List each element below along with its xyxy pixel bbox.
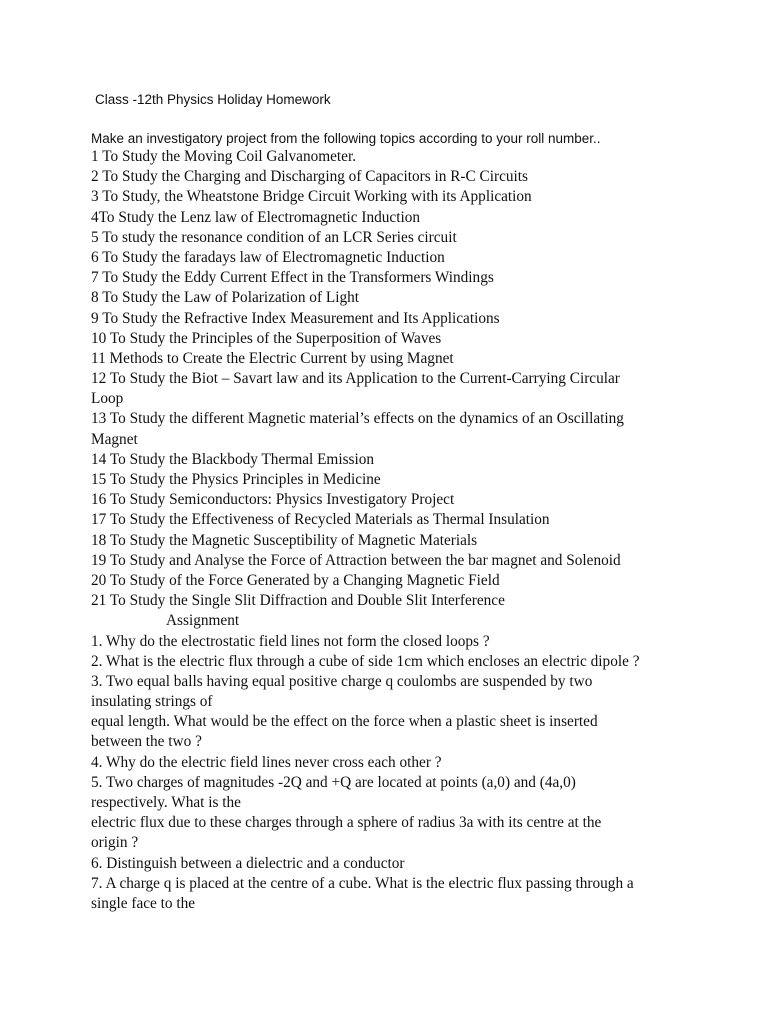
topic-line: 8 To Study the Law of Polarization of Light [91,289,360,307]
topic-line: 12 To Study the Biot – Savart law and its Application to the Current-Carrying Circular [91,370,620,388]
assignment-heading: Assignment [166,612,240,630]
document-intro: Make an investigatory project from the following topics according to your roll number.. [91,131,601,146]
question-line: insulating strings of [91,693,213,711]
question-line: between the two ? [91,733,202,751]
question-line: 6. Distinguish between a dielectric and a conductor [91,854,405,872]
topic-line: 6 To Study the faradays law of Electromagnetic Induction [91,248,445,266]
topic-line: 15 To Study the Physics Principles in Medicine [91,471,381,488]
question-line: 4. Why do the electric field lines never cross each other ? [91,753,442,771]
topic-line: 14 To Study the Blackbody Thermal Emission [91,450,375,468]
topic-line: 16 To Study Semiconductors: Physics Investigatory Project [91,491,455,509]
topic-line: 2 To Study the Charging and Discharging of Capacitors in R-C Circuits [91,168,528,186]
topic-line: 20 To Study of the Force Generated by a Changing Magnetic Field [91,571,500,589]
document-title: Class -12th Physics Holiday Homework [95,92,331,107]
topic-line: 1 To Study the Moving Coil Galvanometer. [91,148,357,165]
topic-line: 13 To Study the different Magnetic material’s effects on the dynamics of an Oscillating [91,410,624,428]
question-line: 5. Two charges of magnitudes -2Q and +Q are located at points (a,0) and (4a,0) [91,773,576,791]
topic-line: Magnet [91,430,138,448]
question-line: 2. What is the electric flux through a cube of side 1cm which encloses an electric dipole ? [91,652,640,670]
topic-line: Loop [91,390,124,408]
topic-line: 11 Methods to Create the Electric Current by using Magnet [91,349,454,367]
topic-line: 7 To Study the Eddy Current Effect in the Transformers Windings [91,269,494,287]
document-body [91,147,691,914]
question-line: equal length. What would be the effect on the force when a plastic sheet is inserted [91,713,598,731]
question-line: electric flux due to these charges through a sphere of radius 3a with its centre at the [91,814,602,832]
topic-line: 5 To study the resonance condition of an LCR Series circuit [91,228,457,246]
question-line: 3. Two equal balls having equal positive charge q coulombs are suspended by two [91,672,593,690]
topic-line: 10 To Study the Principles of the Superposition of Waves [91,329,442,347]
topic-line: 17 To Study the Effectiveness of Recycled Materials as Thermal Insulation [91,511,550,529]
topic-line: 9 To Study the Refractive Index Measurement and Its Applications [91,309,500,327]
topic-line: 3 To Study, the Wheatstone Bridge Circuit Working with its Application [91,188,532,206]
question-line: single face to the [91,894,196,912]
question-line: 7. A charge q is placed at the centre of a cube. What is the electric flux passing through a [91,874,634,892]
question-line: 1. Why do the electrostatic field lines not form the closed loops ? [91,632,490,650]
question-line: origin ? [91,834,139,852]
question-line: respectively. What is the [91,794,241,811]
topic-line: 4To Study the Lenz law of Electromagnetic Induction [91,208,420,226]
topic-line: 18 To Study the Magnetic Susceptibility of Magnetic Materials [91,531,478,549]
topic-line: 21 To Study the Single Slit Diffraction and Double Slit Interference [91,592,505,610]
topic-line: 19 To Study and Analyse the Force of Attraction between the bar magnet and Solenoid [91,551,621,569]
